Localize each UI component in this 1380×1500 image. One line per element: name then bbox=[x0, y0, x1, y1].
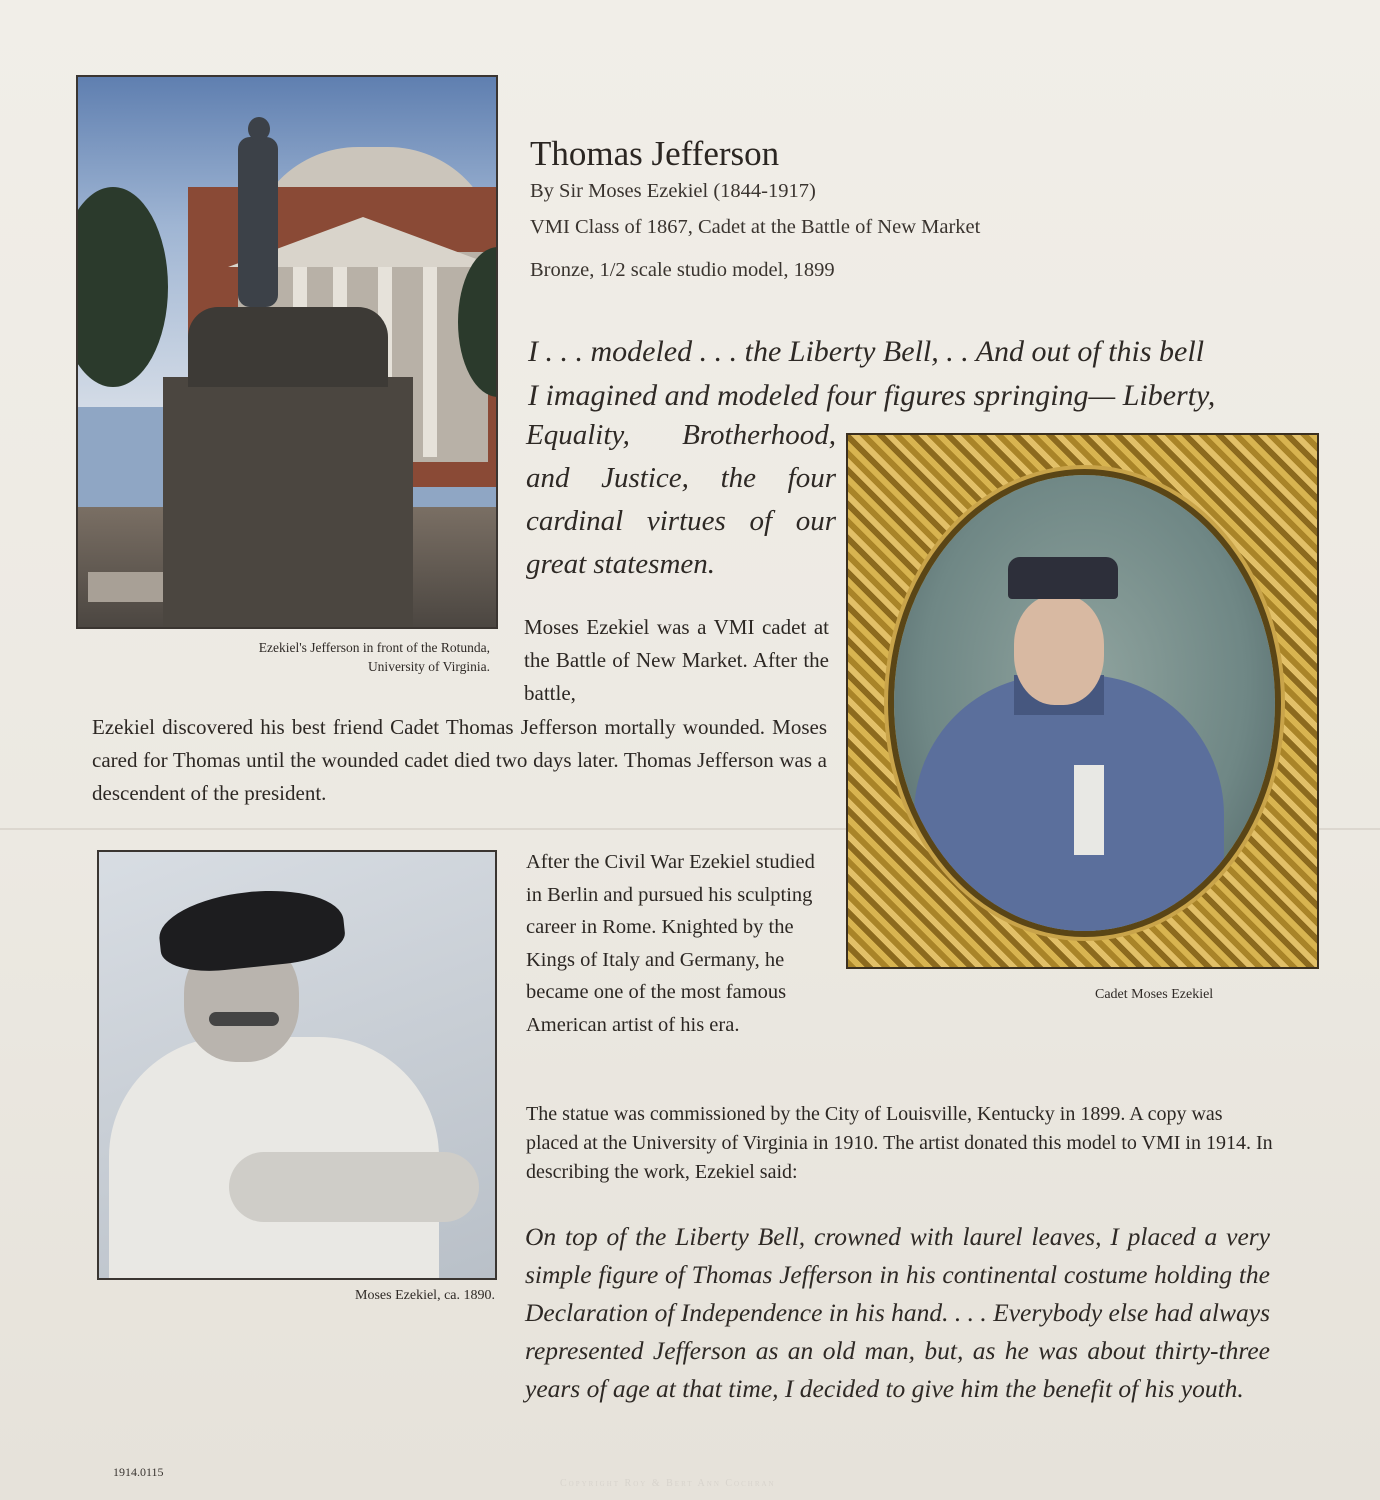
copyright-watermark: Copyright Roy & Bert Ann Cochran bbox=[560, 1478, 776, 1489]
paragraph-commission: The statue was commissioned by the City of Louisville, Kentucky in 1899. A copy was placed at the University of Virginia in 1910. The artist donated this model to VMI in 1914. In describing the work, Ezekiel said: bbox=[526, 1103, 1273, 1183]
medium-line: Bronze, 1/2 scale studio model, 1899 bbox=[530, 259, 835, 281]
rotunda-statue-photo bbox=[76, 75, 498, 629]
paragraph-career: After the Civil War Ezekiel studied in Berlin and pursued his sculpting career in Rome. Knighted by the Kings of Italy and Germany, he became one of the most famous American artist of his era. bbox=[526, 851, 815, 1036]
paragraph-battle-part1: Moses Ezekiel was a VMI cadet at the Battle of New Market. After the battle, bbox=[524, 615, 829, 705]
ezekiel-photo-caption: Moses Ezekiel, ca. 1890. bbox=[355, 1288, 495, 1303]
cadet-portrait-photo bbox=[846, 433, 1319, 969]
class-line: VMI Class of 1867, Cadet at the Battle of New Market bbox=[530, 216, 981, 238]
rotunda-photo-caption: Ezekiel's Jefferson in front of the Rotunda, University of Virginia. bbox=[258, 640, 490, 674]
quote-top-lines: I . . . modeled . . . the Liberty Bell, . . And out of this bell I imagined and modeled four figures springing— Liberty, bbox=[528, 335, 1216, 412]
exhibit-title: Thomas Jefferson bbox=[530, 134, 780, 173]
paragraph-battle-part2: Ezekiel discovered his best friend Cadet Thomas Jefferson mortally wounded. Moses cared for Thomas until the wounded cadet died two days later. Thomas Jefferson was a descendent of the president. bbox=[92, 715, 827, 805]
cadet-portrait-caption: Cadet Moses Ezekiel bbox=[1095, 987, 1214, 1002]
artist-line: By Sir Moses Ezekiel (1844-1917) bbox=[530, 180, 816, 202]
quote-bottom: On top of the Liberty Bell, crowned with laurel leaves, I placed a very simple figure of Thomas Jefferson in his continental costume holding the Declaration of Independence in his hand. . . . Everybody else had always represented Jefferson as an old man, but, as he was about thirty-three years of age at that time, I decided to give him the benefit of his youth. bbox=[525, 1222, 1270, 1403]
moses-ezekiel-photo bbox=[97, 850, 497, 1280]
accession-number: 1914.0115 bbox=[113, 1465, 164, 1479]
quote-top-continuation: Equality, Brotherhood, and Justice, the four cardinal virtues of our great statesmen. bbox=[526, 419, 836, 580]
